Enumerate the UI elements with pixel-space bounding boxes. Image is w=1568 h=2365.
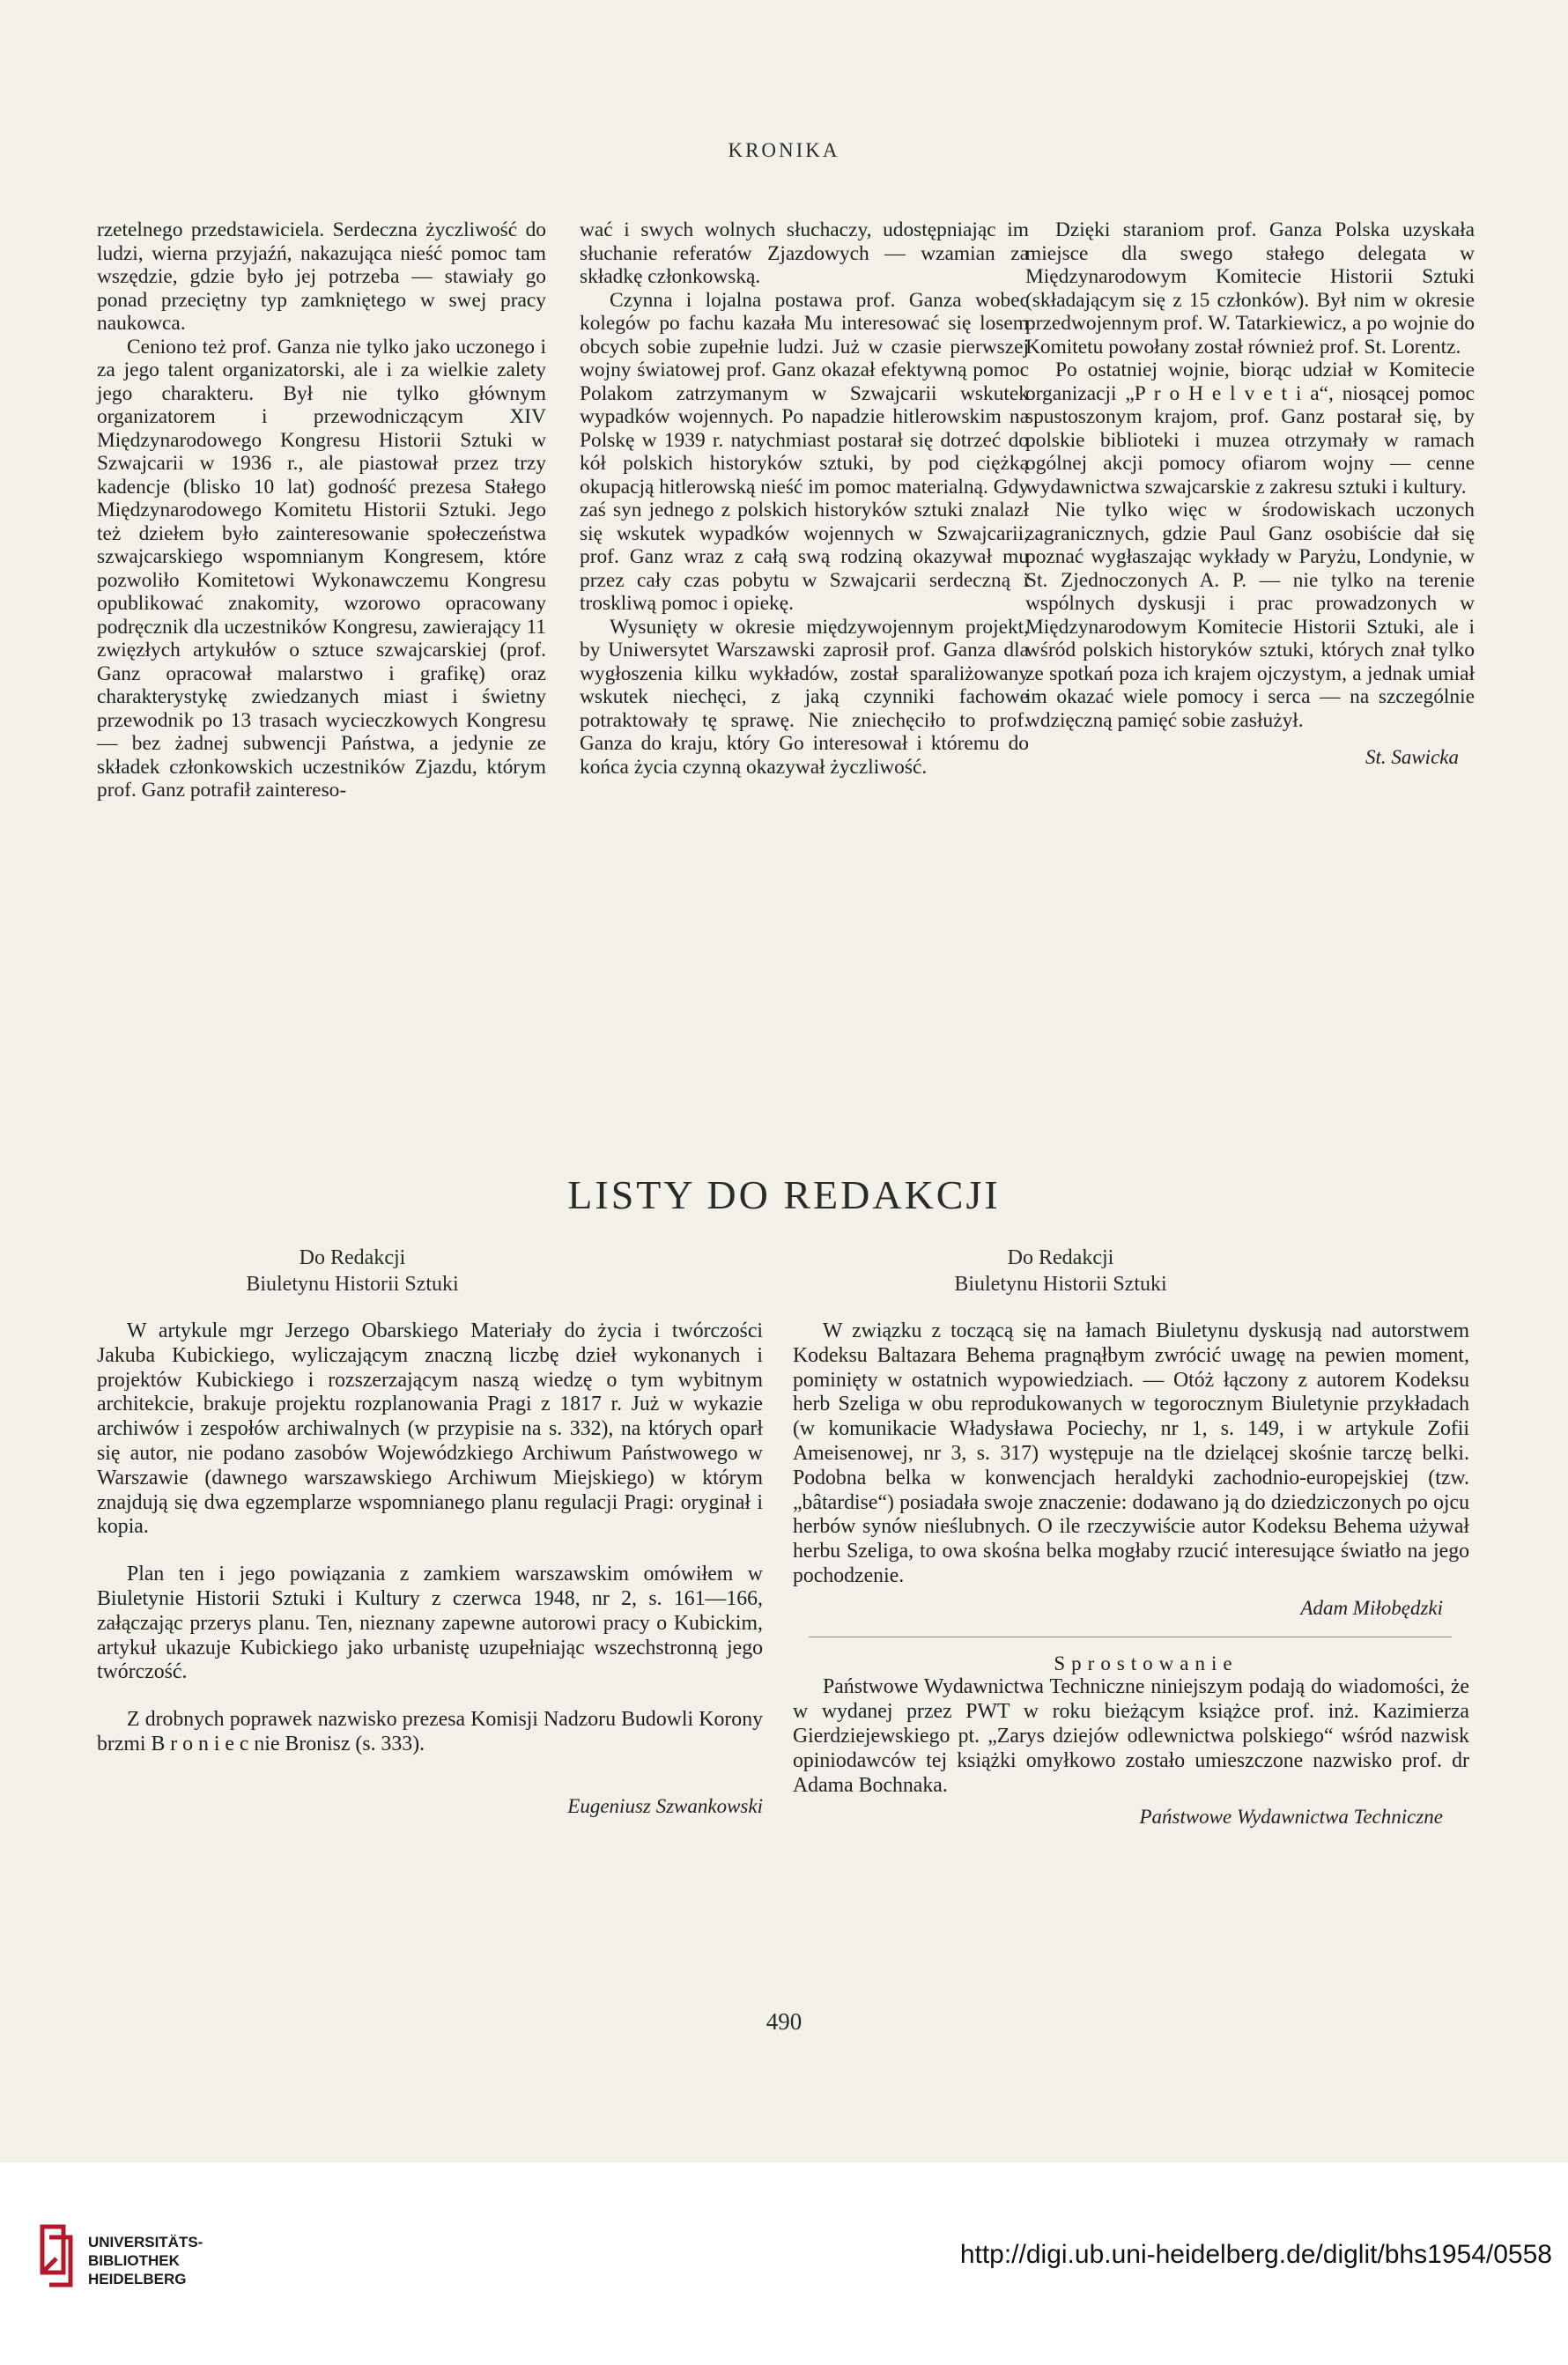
section-title: LISTY DO REDAKCJI [567,1172,1001,1217]
library-name-line: UNIVERSITÄTS- [88,2234,203,2250]
letter1-address [203,1245,502,1297]
paragraph: Państwowe Wydawnictwa Techniczne niniejszym podają do wiadomości, że w wydanej przez PWT w roku bieżącym książce prof. inż. Kazimierza Gierdziejewskiego pt. „Zarys dziejów odlewnictwa polskiego“ wśród nazwisk opiniodawców tej książki omyłkowo zostało umieszczone nazwisko prof. dr Adama Bochnaka. [793,1675,1469,1797]
library-name [88,2233,203,2288]
paragraph: rzetelnego przedstawiciela. Serdeczna życzliwość do ludzi, wierna przyjaźń, nakazująca nieść pomoc tam wszędzie, gdzie było jej potrzeba — stawiały go ponad przeciętny typ zamkniętego w swej pracy naukowca. [97,218,546,335]
footer-bar [0,2162,1568,2365]
paragraph: Ceniono też prof. Ganza nie tylko jako uczonego i za jego talent organizatorski, ale i za wielkie zalety jego charakteru. Był nie tylko głównym organizatorem i przewodniczącym XIV Międzynarodowego Kongresu Historii Sztuki w Szwajcarii w 1936 r., ale piastował przez trzy kadencje (blisko 10 lat) godność prezesa Stałego Międzynarodowego Komitetu Historii Sztuki. Jego też dziełem było zainteresowanie społeczeństwa szwajcarskiego wspomnianym Kongresem, które pozwoliło Komitetowi Wykonawczemu Kongresu opublikować znakomity, wzorowo opracowany podręcznik dla uczestników Kongresu, zawierający 11 zwięzłych artykułów o sztuce szwajcarskiej (prof. Ganz opracował malarstwo i grafikę) oraz charakterystykę zwiedzanych miast i świetny przewodnik po 13 trasach wycieczkowych Kongresu — bez żadnej subwencji Państwa, a jedynie ze składek członkowskich uczestników Zjazdu, którym prof. Ganz potrafił zaintereso- [97,335,546,802]
article-signature: St. Sawicka [1365,746,1459,768]
running-title: KRONIKA [728,139,840,161]
letter2-signature: Adam Miłobędzki [1300,1596,1443,1619]
letter1-column [97,1319,763,1819]
paragraph: Nie tylko więc w środowiskach uczonych zagranicznych, gdzie Paul Ganz osobiście dał się poznać wygłaszając wykłady w Paryżu, Londynie, w St. Zjednoczonych A. P. — nie tylko na terenie wspólnych dyskusji i prac prowadzonych w Międzynarodowym Komitecie Historii Sztuki, ale i wśród polskich historyków sztuki, których znał tylko ze spotkań poza ich krajem ojczystym, a jednak umiał im okazać wiele pomocy i serca — na szczególnie wdzięczną pamięć sobie zasłużył. [1025,499,1475,732]
article-column-2 [580,218,1029,779]
correction-signature: Państwowe Wydawnictwa Techniczne [1139,1806,1443,1829]
article-column-1 [97,218,546,802]
address-line: Do Redakcji [299,1246,406,1269]
paragraph: Dzięki staraniom prof. Ganza Polska uzyskała miejsce dla swego stałego delegata w Międzynarodowym Komitecie Historii Sztuki (składającym się z 15 członków). Był nim w okresie przedwojennym prof. W. Tatarkiewicz, a po wojnie do Komitetu powołany został również prof. St. Lorentz. [1025,218,1475,358]
paragraph: Wysunięty w okresie międzywojennym projekt, by Uniwersytet Warszawski zaprosił prof. Ganza dla wygłoszenia kilku wykładów, został sparaliżowany wskutek niechęci, z jaką czynniki fachowe potraktowały tę sprawę. Nie zniechęciło to prof. Ganza do kraju, który Go interesował i któremu do końca życia czynną okazywał życzliwość. [580,615,1029,779]
paragraph: Plan ten i jego powiązania z zamkiem warszawskim omówiłem w Biuletynie Historii Sztuki i Kultury z czerwca 1948, nr 2, s. 161—166, załączając przerys planu. Ten, nieznany zapewne autorowi pracy o Kubickim, artykuł ukazuje Kubickiego jako urbanistę uzupełniając wszechstronną jego twórczość. [97,1563,763,1684]
paragraph: Po ostatniej wojnie, biorąc udział w Komitecie organizacji „P r o H e l v e t i a“, niosącej pomoc spustoszonym krajom, prof. Ganz postarał się, by polskie biblioteki i muzea otrzymały w ramach ogólnej akcji pomocy ofiarom wojny — cenne wydawnictwa szwajcarskie z zakresu sztuki i kultury. [1025,358,1475,499]
paragraph: Z drobnych poprawek nazwisko prezesa Komisji Nadzoru Budowli Korony brzmi B r o n i e c nie Bronisz (s. 333). [97,1708,763,1755]
article-column-3 [1025,218,1475,770]
address-line: Do Redakcji [1007,1246,1114,1269]
paragraph: W związku z toczącą się na łamach Biuletynu dyskusją nad autorstwem Kodeksu Baltazara Behema pragnąłbym zwrócić uwagę na pewien moment, pominięty w ostatnich wypowiedziach. — Otóż łączony z autorem Kodeksu herb Szeliga w obu reprodukowanych w tegorocznym Biuletynie przykładach (w komunikacie Władysława Pociechy, nr 1, s. 149, i w artykule Zofii Ameisenowej, nr 3, s. 317) występuje na tle dzielącej skośnie tarczę belki. Podobna belka w konwencjach heraldyki zachodnio-europejskiej (tzw. „bâtardise“) posiadała swoje znaczenie: dodawano ją do dziedziczonych po ojcu herbów synów nieślubnych. O ile rzeczywiście autor Kodeksu Behema używał herbu Szeliga, to owa skośna belka mogłaby rzucić interesujące światło na jego pochodzenie. [793,1319,1469,1587]
library-name-line: HEIDELBERG [88,2271,187,2287]
source-url-link[interactable]: http://digi.ub.uni-heidelberg.de/diglit/bhs1954/0558 [959,2240,1552,2269]
ub-heidelberg-logo-icon [37,2220,76,2290]
address-line: Biuletynu Historii Sztuki [246,1273,459,1296]
letter2-column [793,1319,1469,1829]
library-name-line: BIBLIOTHEK [88,2252,180,2269]
letter2-address [911,1245,1210,1297]
letter1-signature: Eugeniusz Szwankowski [567,1794,763,1817]
paragraph: W artykule mgr Jerzego Obarskiego Materiały do życia i twórczości Jakuba Kubickiego, wyliczającym znaczną liczbę dzieł wykonanych i projektów Kubickiego i rozszerzającym naszą wiedzę o tym wybitnym architekcie, brakuje projektu rozplanowania Pragi z 1817 r. Już w wykazie archiwów i zespołów archiwalnych (w przypisie na s. 332), na których oparł się autor, nie podano zasobów Wojewódzkiego Archiwum Państwowego w Warszawie (dawnego warszawskiego Archiwum Miejskiego) w którym znajdują się dwa egzemplarze wspomnianego planu regulacji Pragi: oryginał i kopia. [97,1319,763,1539]
correction-title: Sprostowanie [1054,1652,1239,1674]
paragraph: Czynna i lojalna postawa prof. Ganza wobec kolegów po fachu kazała Mu interesować się losem obcych sobie zupełnie ludzi. Już w czasie pierwszej wojny światowej prof. Ganz okazał efektywną pomoc Polakom zatrzymanym w Szwajcarii wskutek wypadków wojennych. Po napadzie hitlerowskim na Polskę w 1939 r. natychmiast postarał się dotrzeć do kół polskich historyków sztuki, by pod ciężką okupacją hitlerowską nieść im pomoc materialną. Gdy zaś syn jednego z polskich historyków sztuki znalazł się wskutek wypadków wojennych w Szwajcarii, prof. Ganz wraz z całą swą rodziną okazywał mu przez cały czas pobytu w Szwajcarii serdeczną i troskliwą pomoc i opiekę. [580,288,1029,615]
page-number: 490 [766,2008,802,2035]
paragraph: wać i swych wolnych słuchaczy, udostępniając im słuchanie referatów Zjazdowych — wzamian za składkę członkowską. [580,218,1029,288]
address-line: Biuletynu Historii Sztuki [954,1273,1167,1296]
